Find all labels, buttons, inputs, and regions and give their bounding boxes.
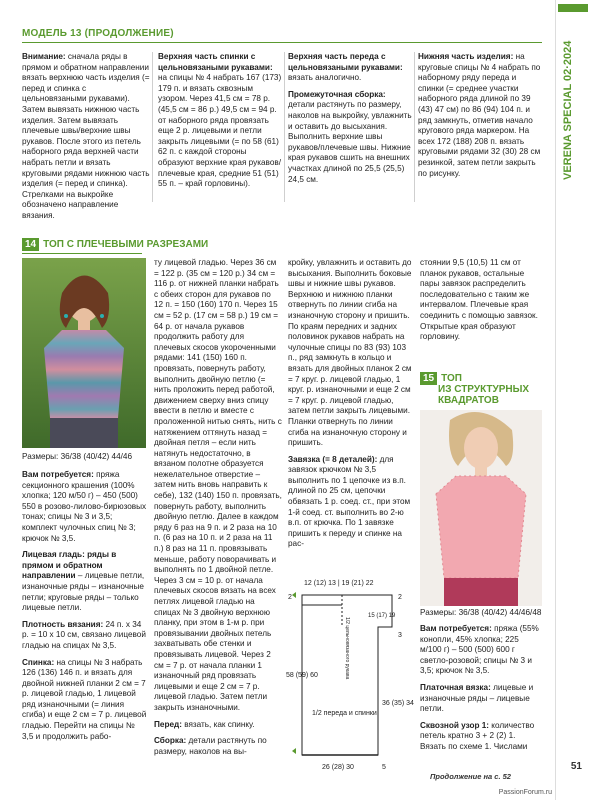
model14-left-paragraph-heading: Спинка:	[22, 657, 55, 667]
magazine-sidebar	[555, 0, 592, 800]
model13-col3-paragraph-heading: Верхняя часть переда с цельновязаными рукавами:	[288, 52, 403, 72]
model14-title: ТОП С ПЛЕЧЕВЫМИ РАЗРЕЗАМИ	[43, 239, 209, 250]
diagram-body-label: 1/2 переда и спинки	[312, 710, 377, 717]
model15-title-line1: ТОП	[441, 373, 462, 384]
pattern-diagram-svg	[282, 565, 416, 775]
model14-col-right	[288, 258, 414, 556]
column-separator	[152, 52, 153, 202]
model14-mid-paragraph-heading: Сборка:	[154, 736, 187, 746]
model14-photo-illustration	[22, 258, 146, 448]
model13-col2-paragraph	[158, 52, 282, 190]
diagram-top-right-small: 3	[398, 632, 402, 639]
model13-col1-paragraph-text: сначала ряды в прямом и обратном направлении вязать верхнюю часть изделия (= перед и спинка с цельновязаными рукавами). Затем вывязать нижнюю часть изделия. Затем вывязать плечевые швы/верхние швы рукавов. После этого из петель наборного ряда верхней части набрать петли и вязать круговыми рядами нижнюю часть изделия (= перед и спинка). Стрелками на выкройке обозначено направление вязания.	[22, 52, 150, 220]
model13-col1	[22, 52, 150, 228]
model14-materials	[22, 470, 148, 748]
model14-col-middle	[154, 258, 282, 763]
model14-far-paragraph	[420, 258, 542, 343]
diagram-bottom-label: 26 (28) 30	[322, 764, 354, 771]
model14-mid-paragraph	[154, 258, 282, 714]
model15-paragraph-text: лицевые и изнаночные ряды – лицевые петли.	[420, 682, 534, 714]
model13-col2	[158, 52, 282, 196]
model14-mid-paragraph-text: ту лицевой гладью. Через 36 см = 122 р. (35 см = 120 р.) 34 см = 116 р. от нижней планки набрать с обеих сторон для рукавов по 12 п. = 150 (160) 170 п. Через 15 см = 52 р. (17 см = 58 р.) 19 см = 64 р. от начала рукавов продолжить работу для плечевых скосов укороченными рядами: 141 (150) 160 п. провязать, повернуть работу, выполнить двойную петлю (= нить проложить перед работой, движением сверху вниз спицу ввести в петлю и вместе с проложенной нитью снять, нить с натяжением оттянуть назад = двойная петля – если нить натянуть недостаточно, в вязаном полотне образуется нежелательное отверстие – затем нить вновь направить к себе), 132 (140) 150 п. провязать, повернуть работу, выполнить двойную петлю. Далее в каждом ряду 6 раз на 9 п. и 2 раза на 10 п. (6 раз на 10 п. и 2 раза на 11 п.) 8 раз на 11 п. провязывать меньше, работу поворачивать и выполнять по 1 двойной петле. Через 3 см = 10 р. от начала плечевых скосов вязать на всех петлях лицевой гладью на спицах № 3 двойную верхнюю планку, при этом в 1-м р. при провязывании двойных петель захватывать обе стенки и провязывать лицевой. Через 2 см = 7 р. от начала планки 1 изнаночный ряд провязать лицевыми и еще 2 см = 7 р. лицевой гладью. Затем петли закрыть изнаночными.	[154, 258, 282, 712]
diagram-small-left: 2	[288, 594, 292, 601]
model13-col3-paragraph	[288, 90, 412, 185]
model13-col3-paragraph-text: вязать аналогично.	[288, 73, 362, 83]
header-rule	[22, 42, 542, 43]
section-title-model13: МОДЕЛЬ 13 (ПРОДОЛЖЕНИЕ)	[22, 28, 174, 39]
model14-left-paragraph-text: 24 п. х 34 р. = 10 х 10 см, связано лицевой гладью на спицах № 3,5.	[22, 619, 146, 650]
diagram-bottom-small: 5	[382, 764, 386, 771]
model13-col3-paragraph-heading: Промежуточная сборка:	[288, 89, 386, 99]
model14-left-paragraph-text: – лицевые петли, изнаночные ряды – изнаночные петли; круговые ряды – только лицевые петли.	[22, 571, 145, 613]
model15-photo	[420, 410, 542, 606]
model15-paragraph	[420, 683, 542, 715]
model13-col4-paragraph-heading: Нижняя часть изделия:	[418, 52, 514, 61]
model14-sizes: Размеры: 36/38 (40/42) 44/46	[22, 452, 133, 461]
pattern-diagram	[282, 565, 416, 775]
column-separator	[284, 52, 285, 202]
model14-heading	[22, 238, 208, 251]
model14-left-paragraph-heading: Плотность вязания:	[22, 619, 104, 629]
diagram-small-right: 2	[398, 594, 402, 601]
model14-photo	[22, 258, 146, 448]
model14-left-paragraph	[22, 550, 148, 614]
model15-title-line2: ИЗ СТРУКТУРНЫХ КВАДРАТОВ	[438, 384, 530, 406]
model13-col3-paragraph-text: детали растянуть по размеру, наколов на выкройку, увлажнить и оставить до высыхания. Выполнить верхние швы рукавов/плечевые швы. Нижние края рукавов сшить на внешних участках длиной по 25,5 (25,5) 24,5 см.	[288, 100, 412, 184]
model14-rule	[22, 253, 142, 254]
model14-left-paragraph	[22, 658, 148, 743]
model13-col3-paragraph	[288, 52, 412, 84]
model15-paragraph	[420, 624, 542, 677]
model14-left-paragraph-heading: Вам потребуется:	[22, 470, 94, 479]
continuation-note: Продолжение на с. 52	[430, 772, 511, 781]
model14-right-paragraph-text: для завязок крючком № 3,5 выполнить по 1 цепочке из в.п. длиной по 25 см, цепочки обвязать 1 р. соед. ст., при этом 1-й соед. ст. выполнить во 2-ю в.п. от крючка. По 1 завязке пришить к переду и спинке на рас-	[288, 454, 411, 549]
diagram-left-label: 58 (59) 60	[286, 672, 318, 679]
model15-paragraph-text: количество петель кратно 3 + 2 (2) 1. Вязать по схеме 1. Числами	[420, 720, 535, 751]
model13-col3	[288, 52, 412, 191]
model14-left-paragraph	[22, 620, 148, 652]
model15-paragraph-text: пряжа (55% конопли, 45% хлопка; 225 м/100 г) – 500 (500) 600 г светло-розовой; спицы № 3 и 3,5; крючок № 3,5.	[420, 624, 539, 676]
model14-mid-paragraph	[154, 736, 282, 757]
model14-far-paragraph-text: стоянии 9,5 (10,5) 11 см от планок рукавов, остальные пары завязок распределить последовательно с таким же интервалом. Плечевые края соединить с помощью завязок. Открытые края образуют горловину.	[420, 258, 538, 342]
diagram-top-label: 12 (12) 13 | 19 (21) 22	[304, 580, 374, 587]
footer-site: PassionForum.ru	[498, 789, 552, 796]
page-number: 51	[570, 761, 582, 772]
diagram-side-label: 15 (17) 19	[368, 613, 396, 619]
model15-sizes: Размеры: 36/38 (40/42) 44/46/48	[420, 608, 542, 617]
model14-left-paragraph-heading: Лицевая гладь: ряды в прямом и обратном направлении	[22, 550, 117, 581]
model13-col4-paragraph-text: на круговые спицы № 4 набрать по наборному ряду переда и спинки (= среднее участки наборного ряда длиной по 39 (43) 47 см) по 86 (94) 104 п. и ряд замкнуть, отметив начало кругового ряда маркером. На всех 172 (188) 208 п. вязать круговыми рядами 32 (30) 28 см резинкой, затем петли закрыть по рисунку.	[418, 52, 541, 178]
model15-photo-illustration	[420, 410, 542, 606]
model15-paragraph	[420, 721, 542, 753]
model15-paragraph-heading: Вам потребуется:	[420, 624, 492, 633]
model14-right-paragraph	[288, 455, 414, 550]
magazine-title: VERENA SPECIAL 02·2024	[562, 40, 574, 180]
model15-paragraph-heading: Платочная вязка:	[420, 682, 491, 692]
model14-left-paragraph-text: пряжа секционного крашения (100% хлопка; 120 м/50 г) – 450 (500) 550 в розово-лилово-бирюзовых тонах; спицы № 3 и 3,5; комплект чулочных спиц № 3; крючок № 3,5.	[22, 470, 147, 543]
model14-right-paragraph	[288, 258, 414, 449]
model13-col4-paragraph	[418, 52, 542, 179]
model13-col1-paragraph	[22, 52, 150, 222]
model14-mid-paragraph-heading: Перед:	[154, 719, 182, 729]
model14-mid-paragraph-text: вязать, как спинку.	[181, 719, 255, 729]
model14-left-paragraph-text: на спицы № 3 набрать 126 (136) 146 п. и вязать для двойной нижней планки 2 см = 7 р. лицевой гладью, 1 лицевой ряд изнаночными (= линия сгиба) и еще 2 см = 7 р. лицевой гладью. Перейти на спицы № 3,5 и продолжить рабо-	[22, 657, 147, 741]
model14-mid-paragraph-text: детали растянуть по размеру, наколов на вы-	[154, 736, 267, 756]
model14-mid-paragraph	[154, 720, 282, 731]
column-separator	[414, 52, 415, 202]
model15-number-badge: 15	[420, 372, 437, 385]
model14-col-far	[420, 258, 542, 349]
model15-materials	[420, 624, 542, 759]
diagram-right-label: 36 (35) 34	[382, 700, 414, 707]
model15-paragraph-heading: Сквозной узор 1:	[420, 720, 490, 730]
model14-right-paragraph-heading: Завязка (= 8 деталей):	[288, 454, 378, 464]
model13-col2-paragraph-heading: Верхняя часть спинки с цельновязаными рукавами:	[158, 52, 273, 72]
model13-col4	[418, 52, 542, 185]
diagram-sleeve-label: 1/2 цельновязаного рукава	[344, 617, 350, 680]
model14-right-paragraph-text: кройку, увлажнить и оставить до высыхания. Выполнить боковые швы и нижние швы рукавов. Верхнюю и нижнюю планки отвернуть по линии сгиба на изнаночную сторону и пришить. По краям передних и задних половинок рукавов набрать на чулочные спицы по 83 (93) 103 п., ряд замкнуть в кольцо и вязать для двойных планок 2 см = 7 круг. р. лицевой гладью, 1 круг. р. изнаночными и еще 2 см = 7 круг. р. лицевой гладью, затем петли закрыть лицевыми. Планки отвернуть по линии сгиба на изнаночную сторону и пришить.	[288, 258, 412, 448]
sidebar-accent-bar	[558, 4, 588, 12]
model14-left-paragraph	[22, 470, 148, 544]
model13-col1-paragraph-heading: Внимание:	[22, 52, 66, 61]
model13-col2-paragraph-text: на спицы № 4 набрать 167 (173) 179 п. и вязать сквозным узором. Через 41,5 см = 78 р. (45,5 см = 86 р.) 49,5 см = 94 р. от наборного ряда провязать еще 2 р. лицевыми и петли закрыть лицевыми (= по 58 (61) 62 п. с каждой стороны образуют верхние края рукавов/плечевые края, средние 51 (51) 55 п. – край горловины).	[158, 73, 282, 189]
model14-number-badge: 14	[22, 238, 39, 251]
